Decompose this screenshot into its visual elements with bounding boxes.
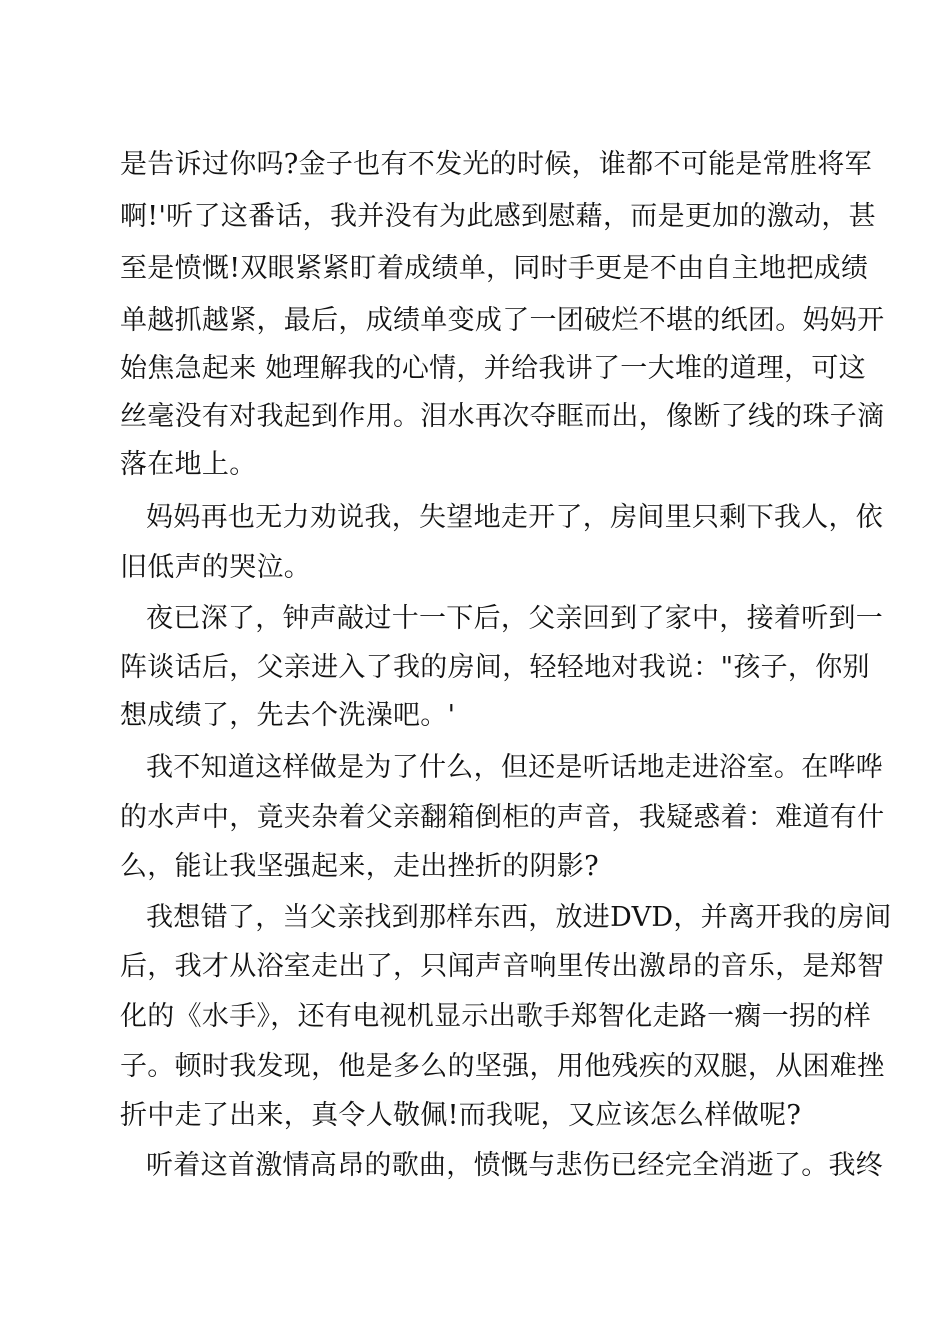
text-line: 化的《水手》，还有电视机显示出歌手郑智化走路一瘸一拐的样 <box>120 1001 871 1032</box>
text-line: 啊!'听了这番话，我并没有为此感到慰藉，而是更加的激动，甚 <box>120 201 876 232</box>
paragraph-first-line: 我不知道这样做是为了什么，但还是听话地走进浴室。在哗哗 <box>146 752 884 783</box>
text-line: 始焦急起来 她理解我的心情，并给我讲了一大堆的道理，可这 <box>120 353 866 384</box>
text-line: 至是愤慨!双眼紧紧盯着成绩单，同时手更是不由自主地把成绩 <box>120 253 869 284</box>
text-line: 单越抓越紧，最后，成绩单变成了一团破烂不堪的纸团。妈妈开 <box>120 305 885 336</box>
paragraph-first-line: 听着这首激情高昂的歌曲，愤慨与悲伤已经完全消逝了。我终 <box>146 1150 884 1181</box>
text-line: 旧低声的哭泣。 <box>120 552 312 583</box>
text-line: 阵谈话后，父亲进入了我的房间，轻轻地对我说："孩子，你别 <box>120 652 870 683</box>
text-line: 折中走了出来，真令人敬佩!而我呢，又应该怎么样做呢? <box>120 1100 802 1131</box>
text-line: 落在地上。 <box>120 449 257 480</box>
paragraph-first-line: 妈妈再也无力劝说我，失望地走开了，房间里只剩下我人，依 <box>146 502 884 533</box>
text-line: 丝毫没有对我起到作用。泪水再次夺眶而出，像断了线的珠子滴 <box>120 401 885 432</box>
text-line: 么，能让我坚强起来，走出挫折的阴影? <box>120 851 599 882</box>
paragraph-first-line: 我想错了，当父亲找到那样东西，放进DVD，并离开我的房间 <box>146 902 892 933</box>
text-line: 想成绩了，先去个洗澡吧。' <box>120 700 456 731</box>
paragraph-first-line: 夜已深了，钟声敲过十一下后，父亲回到了家中，接着听到一 <box>146 603 884 634</box>
text-line: 的水声中，竟夹杂着父亲翻箱倒柜的声音，我疑惑着：难道有什 <box>120 802 885 833</box>
text-line: 后，我才从浴室走出了，只闻声音响里传出激昂的音乐，是郑智 <box>120 951 885 982</box>
text-line: 是告诉过你吗?金子也有不发光的时候，谁都不可能是常胜将军 <box>120 149 872 180</box>
text-line: 子。顿时我发现，他是多么的坚强，用他残疾的双腿，从困难挫 <box>120 1051 885 1082</box>
